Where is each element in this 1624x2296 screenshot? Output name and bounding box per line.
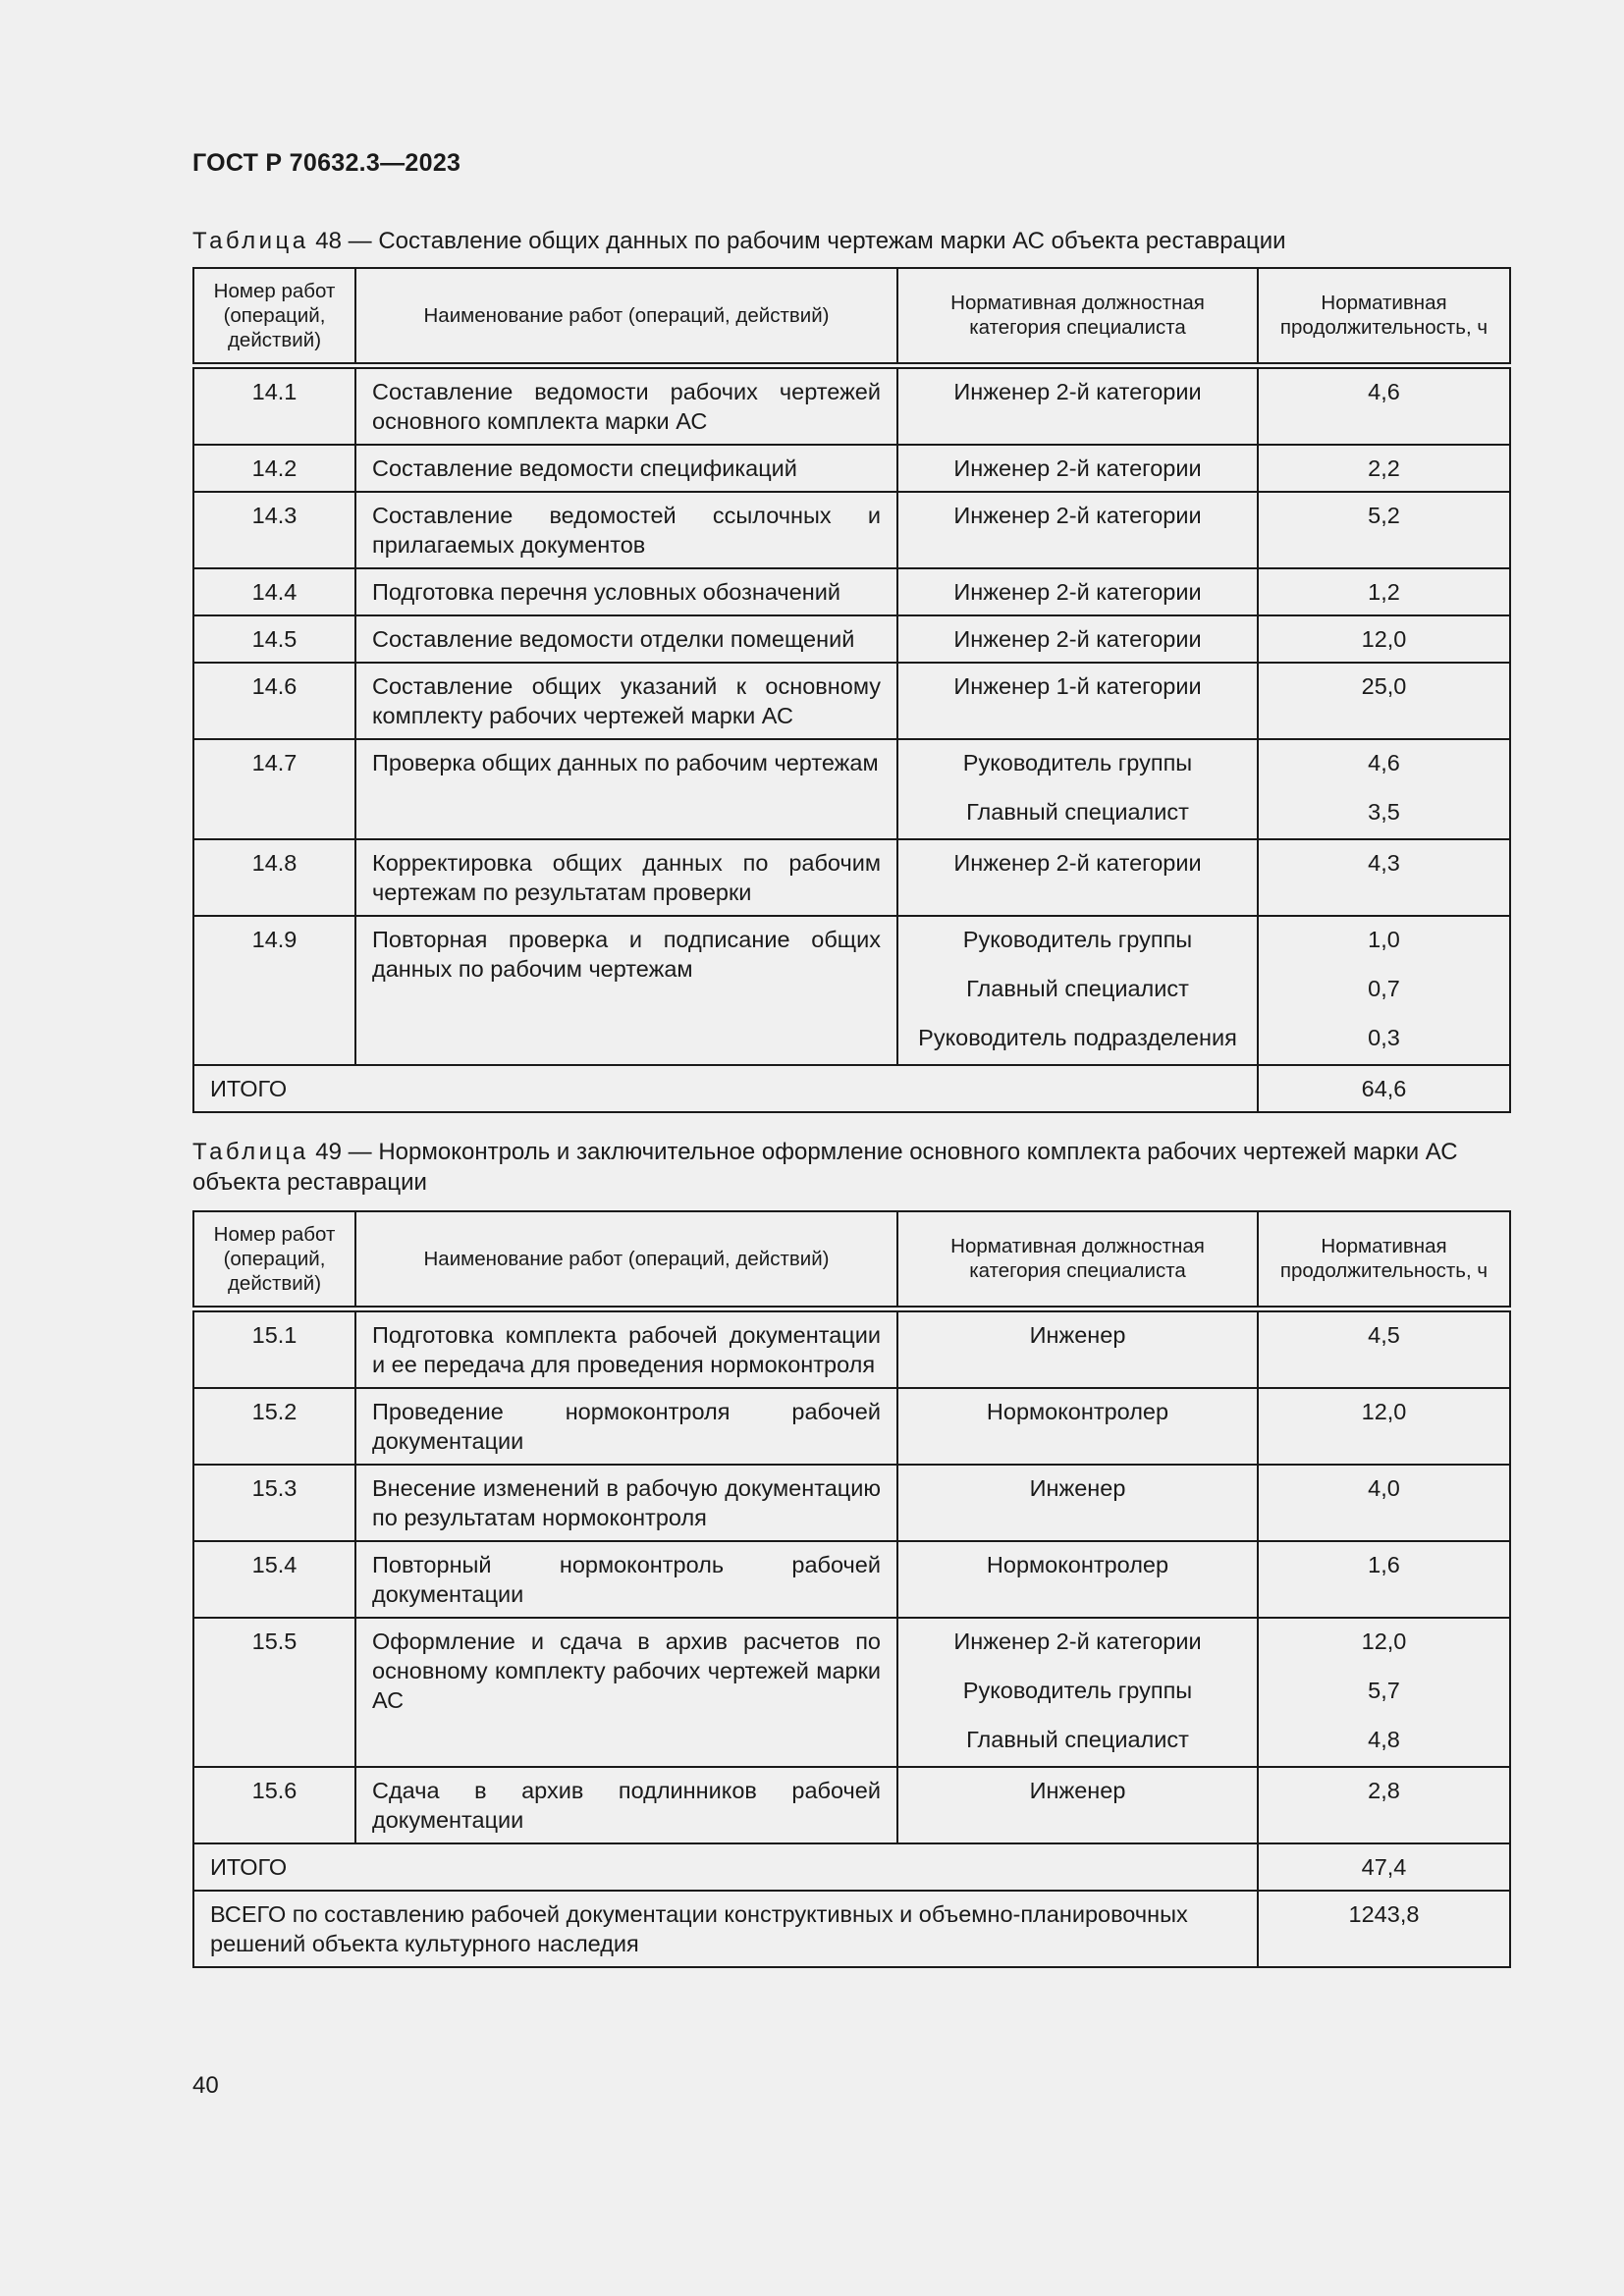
- work-number: 14.2: [193, 445, 355, 492]
- table-header-row: [193, 268, 1510, 365]
- work-name: Составление ведомости отделки помещений: [355, 615, 897, 663]
- category-entry: Главный специалист: [966, 798, 1189, 825]
- duration: 4,0: [1258, 1465, 1510, 1541]
- duration: [1258, 1618, 1510, 1767]
- specialist-category: Инженер 2-й категории: [897, 365, 1258, 445]
- duration: [1258, 739, 1510, 839]
- total-value: 47,4: [1258, 1843, 1510, 1891]
- work-number: 15.2: [193, 1388, 355, 1465]
- work-name: Подготовка комплекта рабочей документации и ее передача для проведения нормоконтроля: [355, 1308, 897, 1388]
- table-row: [193, 663, 1510, 739]
- work-name: Проверка общих данных по рабочим чертежам: [355, 739, 897, 839]
- category-entry: Руководитель группы: [962, 1677, 1193, 1703]
- header-category: Нормативная должностная категория специалиста: [897, 268, 1258, 365]
- header-duration: Нормативная продолжительность, ч: [1258, 1211, 1510, 1308]
- duration: 5,2: [1258, 492, 1510, 568]
- work-name: Повторный нормоконтроль рабочей документации: [355, 1541, 897, 1618]
- header-num: Номер работ (операций, действий): [193, 268, 355, 365]
- category-entry: Руководитель подразделения: [918, 1024, 1237, 1050]
- duration: [1258, 916, 1510, 1065]
- work-name: Корректировка общих данных по рабочим чертежам по результатам проверки: [355, 839, 897, 916]
- specialist-category: Инженер 2-й категории: [897, 839, 1258, 916]
- duration: 2,8: [1258, 1767, 1510, 1843]
- specialist-category: [897, 739, 1258, 839]
- grand-total-row: [193, 1891, 1510, 1967]
- category-entry: Руководитель группы: [962, 749, 1193, 775]
- table-row: [193, 445, 1510, 492]
- table-row: [193, 1308, 1510, 1388]
- total-value: 64,6: [1258, 1065, 1510, 1112]
- work-number: 14.5: [193, 615, 355, 663]
- category-entry: Главный специалист: [966, 975, 1189, 1001]
- table-header-row: [193, 1211, 1510, 1308]
- specialist-category: [897, 916, 1258, 1065]
- work-name: Составление ведомостей ссылочных и прилагаемых документов: [355, 492, 897, 568]
- table-48-caption: [192, 226, 1508, 256]
- work-number: 14.6: [193, 663, 355, 739]
- work-name: Оформление и сдача в архив расчетов по основному комплекту рабочих чертежей марки АС: [355, 1618, 897, 1767]
- duration-entry: 12,0: [1361, 1628, 1407, 1654]
- header-name: Наименование работ (операций, действий): [355, 1211, 897, 1308]
- header-duration: Нормативная продолжительность, ч: [1258, 268, 1510, 365]
- grand-total-value: 1243,8: [1258, 1891, 1510, 1967]
- duration-entry: 0,7: [1368, 975, 1400, 1001]
- duration-entry: 5,7: [1368, 1677, 1400, 1703]
- caption-prefix: Таблица: [192, 228, 309, 254]
- category-entry: Инженер 2-й категории: [953, 1628, 1202, 1654]
- table-row: [193, 839, 1510, 916]
- work-name: Составление ведомости рабочих чертежей основного комплекта марки АС: [355, 365, 897, 445]
- duration: 12,0: [1258, 615, 1510, 663]
- header-num: Номер работ (операций, действий): [193, 1211, 355, 1308]
- work-name: Сдача в архив подлинников рабочей документации: [355, 1767, 897, 1843]
- work-number: 14.8: [193, 839, 355, 916]
- page-number: 40: [192, 2072, 219, 2099]
- work-number: 15.5: [193, 1618, 355, 1767]
- table-48: [192, 267, 1511, 1113]
- specialist-category: Нормоконтролер: [897, 1541, 1258, 1618]
- work-name: Внесение изменений в рабочую документацию по результатам нормоконтроля: [355, 1465, 897, 1541]
- duration-entry: 4,8: [1368, 1726, 1400, 1752]
- work-number: 14.3: [193, 492, 355, 568]
- duration: 2,2: [1258, 445, 1510, 492]
- work-number: 15.3: [193, 1465, 355, 1541]
- duration-entry: 4,6: [1368, 749, 1400, 775]
- specialist-category: Инженер: [897, 1767, 1258, 1843]
- table-row: [193, 365, 1510, 445]
- duration: 4,5: [1258, 1308, 1510, 1388]
- table-row: [193, 492, 1510, 568]
- specialist-category: Инженер 1-й категории: [897, 663, 1258, 739]
- work-number: 14.9: [193, 916, 355, 1065]
- table-row: [193, 739, 1510, 839]
- work-name: Составление ведомости спецификаций: [355, 445, 897, 492]
- document-code: ГОСТ Р 70632.3—2023: [192, 149, 461, 177]
- caption-number: 49: [315, 1139, 342, 1165]
- grand-total-label: ВСЕГО по составлению рабочей документации конструктивных и объемно-планировочных решений объекта культурного наследия: [193, 1891, 1258, 1967]
- work-number: 14.1: [193, 365, 355, 445]
- duration-entry: 0,3: [1368, 1024, 1400, 1050]
- duration: 1,6: [1258, 1541, 1510, 1618]
- table-row: [193, 1388, 1510, 1465]
- specialist-category: Инженер 2-й категории: [897, 568, 1258, 615]
- total-row: [193, 1843, 1510, 1891]
- table-row: [193, 916, 1510, 1065]
- table-row: [193, 568, 1510, 615]
- total-row: [193, 1065, 1510, 1112]
- table-row: [193, 1767, 1510, 1843]
- duration-entry: 3,5: [1368, 798, 1400, 825]
- work-number: 15.6: [193, 1767, 355, 1843]
- specialist-category: Инженер: [897, 1308, 1258, 1388]
- category-entry: Главный специалист: [966, 1726, 1189, 1752]
- table-row: [193, 1541, 1510, 1618]
- specialist-category: Нормоконтролер: [897, 1388, 1258, 1465]
- work-number: 14.7: [193, 739, 355, 839]
- duration-entry: 1,0: [1368, 926, 1400, 952]
- specialist-category: Инженер 2-й категории: [897, 615, 1258, 663]
- work-number: 15.1: [193, 1308, 355, 1388]
- duration: 1,2: [1258, 568, 1510, 615]
- table-row: [193, 615, 1510, 663]
- category-entry: Руководитель группы: [962, 926, 1193, 952]
- table-49-caption: [192, 1137, 1508, 1198]
- table-row: [193, 1465, 1510, 1541]
- duration: 4,6: [1258, 365, 1510, 445]
- specialist-category: [897, 1618, 1258, 1767]
- work-name: Составление общих указаний к основному комплекту рабочих чертежей марки АС: [355, 663, 897, 739]
- work-name: Подготовка перечня условных обозначений: [355, 568, 897, 615]
- total-label: ИТОГО: [193, 1065, 1258, 1112]
- header-category: Нормативная должностная категория специалиста: [897, 1211, 1258, 1308]
- table-49: [192, 1210, 1511, 1968]
- specialist-category: Инженер 2-й категории: [897, 492, 1258, 568]
- work-number: 15.4: [193, 1541, 355, 1618]
- work-name: Проведение нормоконтроля рабочей документации: [355, 1388, 897, 1465]
- work-name: Повторная проверка и подписание общих данных по рабочим чертежам: [355, 916, 897, 1065]
- caption-number: 48: [315, 228, 342, 254]
- work-number: 14.4: [193, 568, 355, 615]
- duration: 12,0: [1258, 1388, 1510, 1465]
- caption-text: — Нормоконтроль и заключительное оформление основного комплекта рабочих чертежей марки АС объекта реставрации: [192, 1139, 1458, 1196]
- header-name: Наименование работ (операций, действий): [355, 268, 897, 365]
- caption-text: — Составление общих данных по рабочим чертежам марки АС объекта реставрации: [348, 228, 1286, 254]
- duration: 25,0: [1258, 663, 1510, 739]
- specialist-category: Инженер 2-й категории: [897, 445, 1258, 492]
- caption-prefix: Таблица: [192, 1139, 309, 1165]
- specialist-category: Инженер: [897, 1465, 1258, 1541]
- duration: 4,3: [1258, 839, 1510, 916]
- table-row: [193, 1618, 1510, 1767]
- total-label: ИТОГО: [193, 1843, 1258, 1891]
